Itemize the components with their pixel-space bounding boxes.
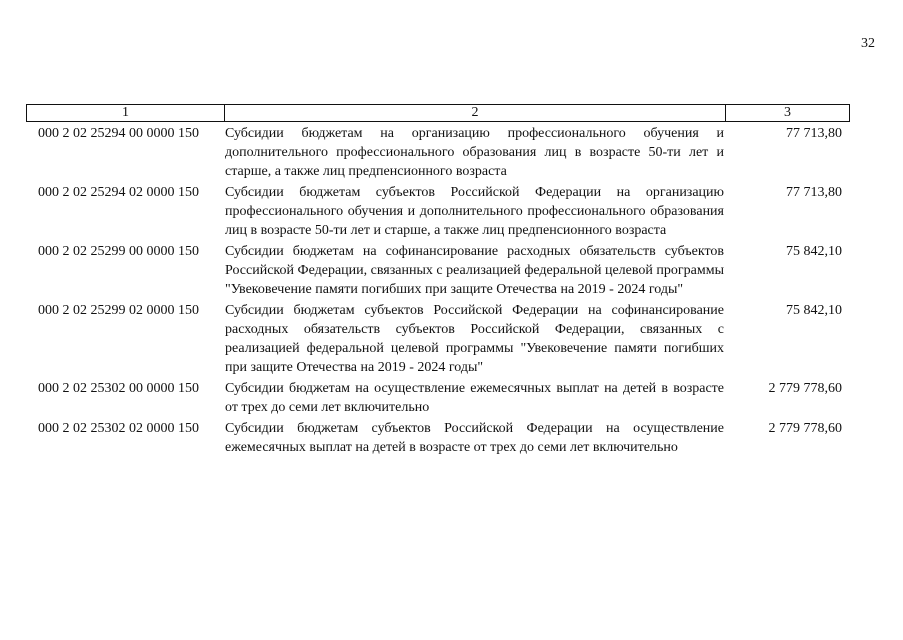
table-row <box>26 124 850 181</box>
row-description: Субсидии бюджетам субъектов Российской Федерации на организацию профессионального обучения и дополнительного профессионального образования лиц в возрасте 50-ти лет и старше, а также лиц предпенсионного возраста <box>225 185 724 238</box>
row-description: Субсидии бюджетам на софинансирование расходных обязательств субъектов Российской Федерации, связанных с реализацией федеральной целевой программы "Увековечение памяти погибших при защите Отечества на 2019 - 2024 годы" <box>225 244 724 297</box>
row-amount: 2 779 778,60 <box>768 381 842 396</box>
table-row <box>26 379 850 417</box>
row-description: Субсидии бюджетам на осуществление ежемесячных выплат на детей в возрасте от трех до семи лет включительно <box>225 381 724 415</box>
budget-code: 000 2 02 25294 00 0000 150 <box>38 126 199 141</box>
column-header-1: 1 <box>27 105 225 121</box>
column-header-3: 3 <box>784 105 791 120</box>
row-amount: 75 842,10 <box>786 303 842 318</box>
table-row <box>26 419 850 457</box>
page-number: 32 <box>861 36 875 51</box>
budget-code: 000 2 02 25299 02 0000 150 <box>38 303 199 318</box>
row-description: Субсидии бюджетам субъектов Российской Федерации на осуществление ежемесячных выплат на детей в возрасте от трех до семи лет включительно <box>225 421 724 455</box>
table-row <box>26 242 850 299</box>
row-amount: 75 842,10 <box>786 244 842 259</box>
table-body <box>26 124 850 459</box>
budget-code: 000 2 02 25302 00 0000 150 <box>38 381 199 396</box>
row-amount: 77 713,80 <box>786 185 842 200</box>
table-row <box>26 183 850 240</box>
row-description: Субсидии бюджетам на организацию профессионального обучения и дополнительного профессионального образования лиц в возрасте 50-ти лет и старше, а также лиц предпенсионного возраста <box>225 126 724 179</box>
row-amount: 77 713,80 <box>786 126 842 141</box>
table-row <box>26 301 850 377</box>
budget-code: 000 2 02 25299 00 0000 150 <box>38 244 199 259</box>
row-amount: 2 779 778,60 <box>768 421 842 436</box>
row-description: Субсидии бюджетам субъектов Российской Федерации на софинансирование расходных обязательств субъектов Российской Федерации, связанных с реализацией федеральной целевой программы "Увековечение памяти погибших при защите Отечества на 2019 - 2024 годы" <box>225 303 724 375</box>
column-header-2: 2 <box>225 105 726 121</box>
table-header <box>26 104 850 122</box>
budget-code: 000 2 02 25294 02 0000 150 <box>38 185 199 200</box>
budget-code: 000 2 02 25302 02 0000 150 <box>38 421 199 436</box>
